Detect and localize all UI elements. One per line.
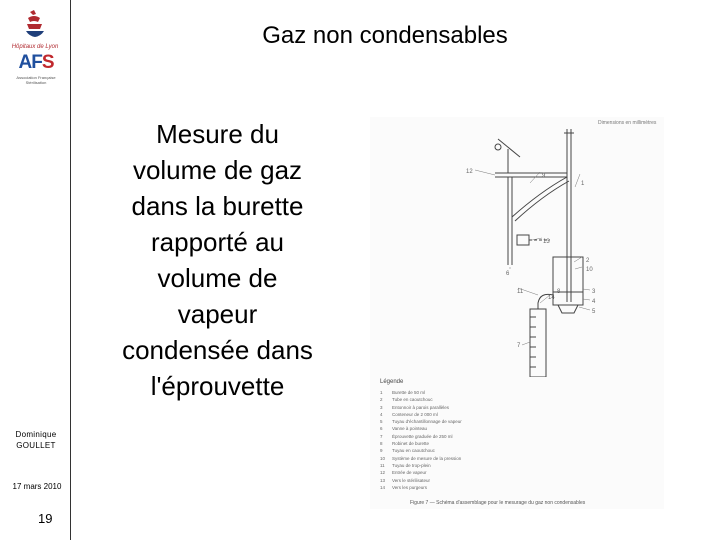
diagram-callout: 3 bbox=[592, 289, 596, 295]
legend-list bbox=[380, 389, 520, 491]
sidebar bbox=[0, 0, 70, 540]
diagram-callout: 5 bbox=[592, 309, 596, 315]
apparatus-figure bbox=[370, 117, 664, 509]
legend-item: 1 Burette de 50 ml bbox=[380, 390, 426, 395]
diagram-callout: 10 bbox=[586, 267, 593, 273]
diagram-callout: 4 bbox=[592, 299, 596, 305]
body-line: rapporté au bbox=[151, 227, 284, 257]
body-line: volume de bbox=[157, 263, 278, 293]
body-text bbox=[95, 116, 340, 404]
diagram-callout: 9 bbox=[542, 173, 546, 179]
legend-item: 12 Entrée de vapeur bbox=[380, 470, 427, 476]
figure-dimensions-note: Dimensions en millimètres bbox=[598, 120, 657, 126]
legend-item: 14 Vers les purgeurs bbox=[380, 484, 428, 490]
presentation-date: 17 mars 2010 bbox=[12, 482, 62, 491]
figure-caption: Figure 7 — Schéma d'assemblage pour le mesurage du gaz non condensables bbox=[410, 500, 586, 506]
legend-item: 3 Entonnoir à parois parallèles bbox=[380, 404, 450, 410]
diagram-callout: 12 bbox=[466, 169, 473, 175]
slide-title: Gaz non condensables bbox=[262, 22, 508, 49]
legend-item: 11 Tuyau de trop-plein bbox=[380, 462, 431, 468]
legend-item: 6 Vanne à pointeau bbox=[380, 426, 427, 432]
afs-logo: AFS Association Française Stérilisation bbox=[16, 52, 56, 85]
diagram-callout: 11 bbox=[517, 289, 524, 295]
legend-item: 7 Éprouvette graduée de 250 ml bbox=[380, 433, 453, 439]
body-line: condensée dans bbox=[122, 335, 313, 365]
body-line: Mesure du bbox=[156, 119, 279, 149]
legend-item: 13 Vers le stérilisateur bbox=[380, 477, 431, 483]
legend-title: Légende bbox=[380, 379, 404, 385]
legend-item: 5 Tuyau d'échantillonnage de vapeur bbox=[380, 419, 462, 425]
author-name: Dominique GOULLET bbox=[15, 430, 57, 450]
diagram-callout: 8 bbox=[557, 289, 561, 295]
diagram-callout: 1 bbox=[581, 181, 585, 187]
legend-item: 2 Tube en caoutchouc bbox=[380, 397, 433, 403]
legend-item: 10 Système de mesure de la pression bbox=[380, 455, 462, 461]
legend-item: 9 Tuyau en caoutchouc bbox=[380, 448, 435, 454]
legend-item: 8 Robinet de burette bbox=[380, 441, 430, 447]
legend-item: 4 Conteneur de 2 000 ml bbox=[380, 411, 438, 417]
apparatus-diagram bbox=[370, 117, 664, 377]
diagram-callout: 6 bbox=[506, 271, 510, 277]
body-line: vapeur bbox=[177, 299, 258, 329]
sidebar-divider bbox=[70, 0, 71, 540]
diagram-callout: 13 bbox=[543, 239, 550, 245]
diagram-callout: 7 bbox=[517, 343, 521, 349]
body-line: dans la burette bbox=[131, 191, 304, 221]
body-line: volume de gaz bbox=[132, 155, 303, 185]
body-line: l'éprouvette bbox=[150, 371, 285, 401]
slide-number: 19 bbox=[38, 511, 53, 526]
hcl-logo-text: Hôpitaux de Lyon bbox=[11, 44, 59, 50]
diagram-callout: 14 bbox=[548, 295, 555, 301]
diagram-callout: 2 bbox=[586, 258, 590, 264]
hospices-civils-lyon-logo bbox=[10, 10, 60, 50]
lion-emblem-icon bbox=[24, 10, 46, 38]
